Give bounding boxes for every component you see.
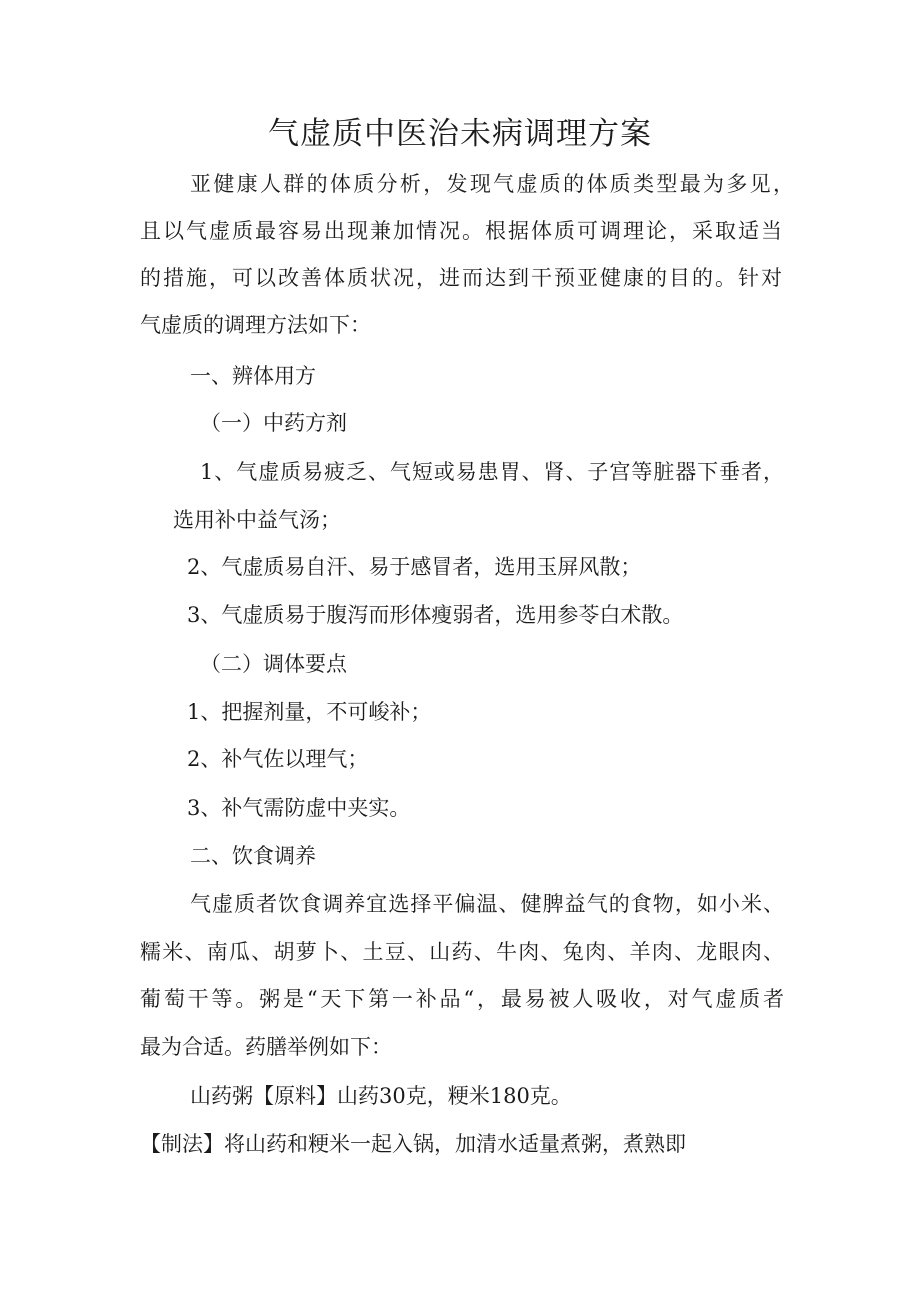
section1-sub1-item1-line1: 1、气虚质易疲乏、气短或易患胃、肾、子宫等脏器下垂者， xyxy=(200,460,784,484)
section2-para-line-1: 气虚质者饮食调养宜选择平偏温、健脾益气的食物，如小米、 xyxy=(190,892,784,916)
section1-sub2-item1: 1、把握剂量，不可峻补； xyxy=(187,700,432,724)
recipe-ingredients: 山药粥【原料】山药30克，粳米180克。 xyxy=(190,1084,572,1108)
section2-para-line-2: 糯米、南瓜、胡萝卜、土豆、山药、牛肉、兔肉、羊肉、龙眼肉、 xyxy=(140,940,784,964)
section1-sub2-item2: 2、补气佐以理气； xyxy=(187,747,369,771)
intro-line-1: 亚健康人群的体质分析，发现气虚质的体质类型最为多见， xyxy=(190,172,794,196)
section1-sub2-heading: （二）调体要点 xyxy=(200,652,347,676)
intro-line-2: 且以气虚质最容易出现兼加情况。根据体质可调理论，采取适当 xyxy=(140,219,782,243)
intro-line-4: 气虚质的调理方法如下： xyxy=(140,313,371,337)
section2-para-line-4: 最为合适。药膳举例如下： xyxy=(140,1035,392,1059)
section1-sub1-item3: 3、气虚质易于腹泻而形体瘦弱者，选用参苓白术散。 xyxy=(187,603,684,627)
recipe-method: 【制法】将山药和粳米一起入锅，加清水适量煮粥，煮熟即 xyxy=(140,1132,686,1156)
section1-sub2-item3: 3、补气需防虚中夹实。 xyxy=(187,796,411,820)
section2-para-line-3: 葡萄干等。粥是“天下第一补品“，最易被人吸收，对气虚质者 xyxy=(140,987,784,1011)
section1-sub1-heading: （一）中药方剂 xyxy=(200,411,347,435)
section2-heading: 二、饮食调养 xyxy=(190,844,316,868)
section1-sub1-item2: 2、气虚质易自汗、易于感冒者，选用玉屏风散； xyxy=(187,555,642,579)
section1-heading: 一、辨体用方 xyxy=(190,364,316,388)
section1-sub1-item1-line2: 选用补中益气汤； xyxy=(173,508,341,532)
intro-line-3: 的措施，可以改善体质状况，进而达到干预亚健康的目的。针对 xyxy=(140,266,782,290)
document-title: 气虚质中医治未病调理方案 xyxy=(268,116,652,152)
